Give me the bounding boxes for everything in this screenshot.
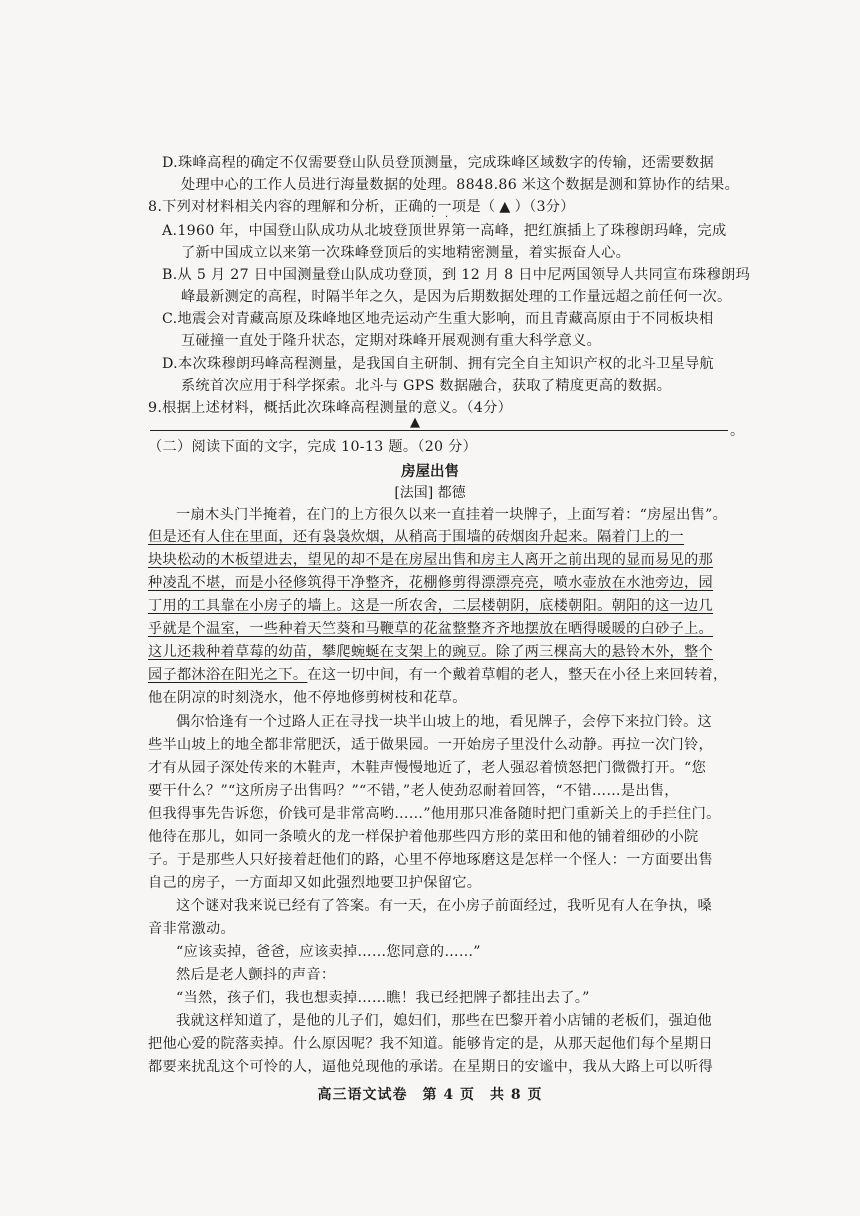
story-dialogue: “应该卖掉，爸爸，应该卖掉……您同意的……”: [176, 944, 481, 960]
story-underlined-part: 园子都沐浴在阳光之下。: [148, 667, 308, 683]
story-line: 些半山坡上的地全都非常肥沃，适于做果园。一开始房子里没什么动静。再拉一次门铃，: [148, 737, 714, 753]
story-line: 但我得事先告诉您，价钱可是非常高哟……”他用那只准备随时把门重新关上的手拦住门。: [148, 806, 721, 822]
story-dialogue: “当然，孩子们，我也想卖掉……瞧！我已经把牌子都挂出去了。”: [176, 990, 590, 1006]
story-line: 自己的房子，一方面却又如此强烈地要卫护保留它。: [148, 875, 482, 891]
q8-answer-mark: ▲: [499, 199, 511, 215]
story-line-underlined: 但是还有人住在里面，还有袅袅炊烟，从稍高于围墙的砖烟囱升起来。隔着门上的一: [148, 529, 685, 545]
story-line: 一扇木头门半掩着，在门的上方很久以来一直挂着一块牌子，上面写着：“房屋出售”。: [176, 507, 728, 523]
q7-option-d-line2: 处理中心的工作人员进行海量数据的处理。8848.86 米这个数据是测和算协作的结果。: [181, 177, 740, 193]
story-line-underlined: 这儿还栽种着草莓的幼苗，攀爬蜿蜒在支架上的豌豆。除了两三棵高大的悬铃木外，整个: [148, 644, 714, 660]
story-author: [法国] 都德: [394, 485, 466, 501]
q8-option-a-line2: 了新中国成立以来第一次珠峰登顶后的实地精密测量，着实振奋人心。: [181, 245, 631, 261]
q8-option-b-line1: B.从 5 月 27 日中国测量登山队成功登顶，到 12 月 8 日中尼两国领导人共同宣布珠穆朗玛: [162, 267, 751, 283]
page-footer: 高三语文试卷 第 4 页 共 8 页: [317, 1087, 543, 1103]
story-line-underlined: 丁用的工具靠在小房子的墙上。这是一所农舍，二层楼朝阴，底楼朝阳。朝阳的这一边几: [148, 598, 714, 614]
story-line-underlined: 块块松动的木板望进去，望见的却不是在房屋出售和房主人离开之前出现的显而易见的那: [148, 552, 714, 568]
story-line-underlined: 乎就是个温室，一些种着天竺葵和马鞭草的花盆整整齐齐地摆放在晒得暖暖的白砂子上。: [148, 621, 714, 637]
q8-option-d-line2: 系统首次应用于科学探索。北斗与 GPS 数据融合，获取了精度更高的数据。: [181, 378, 672, 394]
story-line: 把他心爱的院落卖掉。什么原因呢？我不知道。能够肯定的是，从那天起他们每个星期日: [148, 1036, 714, 1052]
q8-option-c-line2: 互碰撞一直处于隆升状态，定期对珠峰开展观测有重大科学意义。: [181, 333, 602, 349]
emphasis-dot: ·: [431, 212, 435, 223]
q8-option-c-line1: C.地震会对青藏高原及珠峰地区地壳运动产生重大影响，而且青藏高原由于不同板块相: [162, 311, 714, 327]
story-line: 音非常激动。: [148, 921, 235, 937]
story-line: 他在阴凉的时刻浇水，他不停地修剪树枝和花草。: [148, 690, 467, 706]
q8-option-d-line1: D.本次珠穆朗玛峰高程测量，是我国自主研制、拥有完全自主知识产权的北斗卫星导航: [162, 356, 715, 372]
q8-option-b-line2: 峰最新测定的高程，时隔半年之久，是因为后期数据处理的工作量远超之前任何一次。: [181, 289, 732, 305]
q9-period: 。: [730, 423, 744, 439]
q9-stem: 9.根据上述材料，概括此次珠峰高程测量的意义。（4分）: [148, 400, 513, 416]
story-title: 房屋出售: [401, 463, 459, 480]
story-line: 这个谜对我来说已经有了答案。有一天，在小房子前面经过，我听见有人在争执，嗓: [176, 898, 713, 914]
story-line: 子。于是那些人只好接着赶他们的路，心里不停地琢磨这是怎样一个怪人：一方面要出售: [148, 852, 714, 868]
q8-stem-post: 的一项是（: [422, 199, 496, 215]
section2-heading: （二）阅读下面的文字，完成 10-13 题。（20 分）: [148, 439, 478, 455]
story-line-underlined: 种凌乱不堪，而是小径修筑得干净整齐，花棚修剪得漂漂亮亮，喷水壶放在水池旁边，园: [148, 575, 714, 591]
q7-option-d-line1: D.珠峰高程的确定不仅需要登山队员登顶测量，完成珠峰区域数字的传输，还需要数据: [162, 155, 715, 171]
story-line: 要干什么？”“这所房子出售吗？”“不错，”老人使劲忍耐着回答，“不错……是出售，: [148, 783, 679, 799]
story-line: 他待在那儿，如同一条喷火的龙一样保护着他那些四方形的菜田和他的铺着细砂的小院: [148, 829, 699, 845]
story-line: 都要来扰乱这个可怜的人，逼他兑现他的承诺。在星期日的安谧中，我从大路上可以听得: [148, 1059, 714, 1075]
story-line: 偶尔恰逢有一个过路人正在寻找一块半山坡上的地，看见牌子，会停下来拉门铃。这: [176, 714, 713, 730]
story-line: 我就这样知道了，是他的儿子们，媳妇们，那些在巴黎开着小店铺的老板们，强迫他: [176, 1013, 713, 1029]
story-line: 才有从园子深处传来的木鞋声，木鞋声慢慢地近了，老人强忍着愤怒把门微微打开。“您: [148, 760, 707, 776]
q8-stem: [148, 196, 575, 218]
q8-stem-pre: 8.下列对材料相关内容的理解和分析，: [148, 199, 394, 215]
story-line: 然后是老人颤抖的声音：: [176, 967, 336, 983]
q9-answer-mark: ▲: [410, 415, 420, 430]
story-line-mixed: [148, 664, 728, 686]
q8-stem-key: 正确: [393, 199, 423, 215]
q8-option-a-line1: A.1960 年，中国登山队成功从北坡登顶世界第一高峰，把红旗插上了珠穆朗玛峰，完成: [162, 223, 727, 239]
q8-stem-end: ）（3分）: [514, 199, 575, 215]
story-plain-part: 在这一切中间，有一个戴着草帽的老人，整天在小径上来回转着，: [307, 667, 728, 683]
emphasis-dot: ·: [445, 212, 449, 223]
q9-answer-line: [150, 430, 728, 431]
